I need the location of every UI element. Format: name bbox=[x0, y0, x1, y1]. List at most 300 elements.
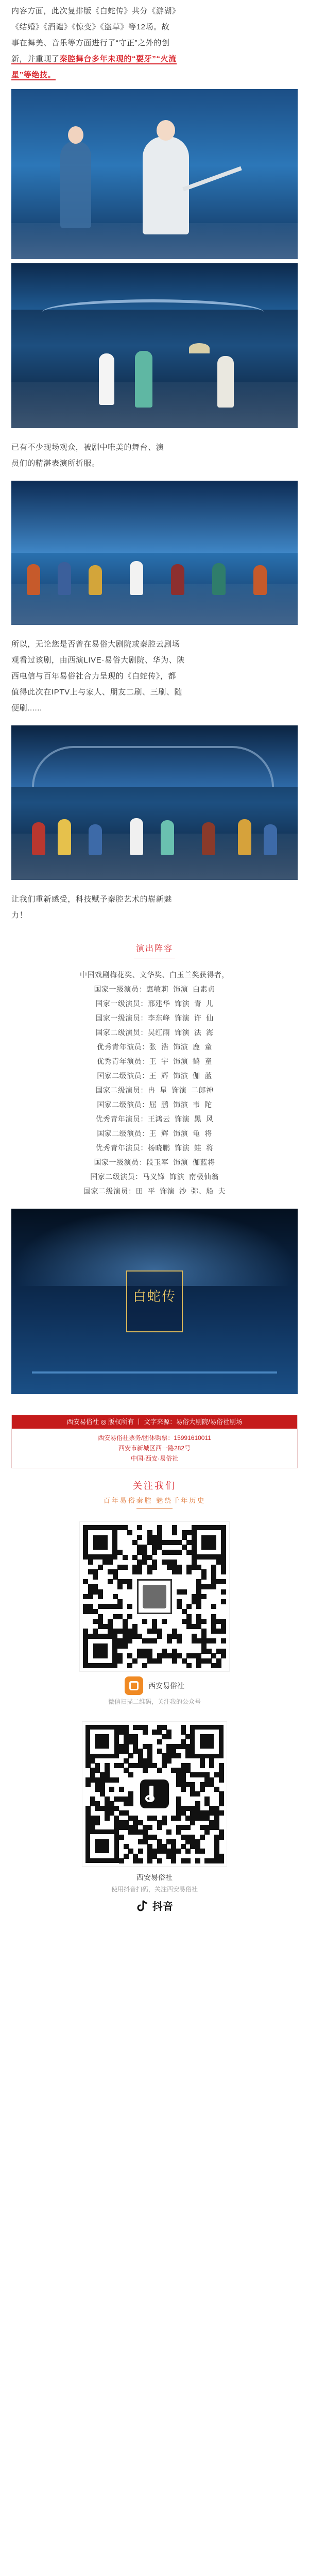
qr-module bbox=[147, 1653, 152, 1658]
qr-module bbox=[196, 1565, 201, 1570]
qr-module bbox=[127, 1653, 132, 1658]
qr-module bbox=[186, 1569, 192, 1574]
qr-module bbox=[181, 1825, 186, 1830]
qr-module bbox=[123, 1629, 128, 1634]
logo-image bbox=[143, 1585, 166, 1608]
qr-module bbox=[114, 1763, 119, 1768]
qr-module bbox=[181, 1772, 186, 1777]
douyin-brand-row bbox=[0, 1898, 309, 1913]
qr-module bbox=[181, 1835, 186, 1840]
qr-module bbox=[211, 1569, 216, 1574]
qr-module bbox=[85, 1825, 91, 1830]
qr-module bbox=[172, 1565, 177, 1570]
qr-module bbox=[127, 1663, 132, 1668]
qr-module bbox=[132, 1565, 138, 1570]
qr-module bbox=[209, 1777, 214, 1783]
qr-module bbox=[171, 1749, 176, 1754]
para-line: 西电信与百年易俗社合力呈现的《白蛇传》，都 bbox=[11, 672, 177, 681]
performer-figure bbox=[99, 353, 114, 405]
qr-module bbox=[142, 1638, 147, 1643]
qr-module bbox=[147, 1535, 152, 1540]
intro-highlight: 秦腔舞台多年未现的“耍牙”“火流 bbox=[59, 55, 177, 63]
qr-module bbox=[105, 1763, 110, 1768]
qr-module bbox=[117, 1614, 123, 1619]
qr-module bbox=[108, 1624, 113, 1629]
qr-module bbox=[186, 1624, 192, 1629]
qr-module bbox=[123, 1525, 128, 1530]
qr-finder bbox=[190, 1725, 224, 1758]
qr-module bbox=[105, 1797, 110, 1802]
qr-module bbox=[114, 1825, 119, 1830]
qr-finder bbox=[85, 1725, 119, 1758]
qr-module bbox=[211, 1653, 216, 1658]
qr-module bbox=[177, 1589, 182, 1595]
bottom-spacer bbox=[0, 1913, 309, 1923]
qr-module bbox=[133, 1749, 138, 1754]
qr-module bbox=[127, 1584, 132, 1589]
qr-logo bbox=[137, 1579, 172, 1614]
qr-module bbox=[88, 1589, 93, 1595]
qr-module bbox=[196, 1589, 201, 1595]
qr-module bbox=[128, 1816, 133, 1821]
para-line: 让我们重新感受，科技赋予秦腔艺术的崭新魅 bbox=[11, 895, 173, 904]
qr-module bbox=[127, 1638, 132, 1643]
qr-module bbox=[166, 1753, 171, 1758]
qr-module bbox=[119, 1787, 124, 1792]
qr-module bbox=[100, 1777, 105, 1783]
douyin-icon bbox=[136, 1899, 149, 1912]
qr-module bbox=[105, 1768, 110, 1773]
qr-module bbox=[98, 1614, 103, 1619]
qr-module bbox=[137, 1634, 142, 1639]
intro-text: 新，并重现了 bbox=[11, 55, 60, 63]
qr-module bbox=[157, 1839, 162, 1844]
qr-module bbox=[88, 1609, 93, 1614]
qr-module bbox=[102, 1560, 108, 1565]
qr-module bbox=[95, 1806, 100, 1811]
qr-module bbox=[152, 1658, 157, 1664]
qr-module bbox=[157, 1540, 162, 1545]
qr-module bbox=[93, 1619, 98, 1624]
qr-module bbox=[143, 1725, 148, 1730]
qr-module bbox=[93, 1569, 98, 1574]
qr-module bbox=[204, 1858, 210, 1863]
qr-module bbox=[105, 1777, 110, 1783]
qr-module bbox=[181, 1730, 186, 1735]
qr-module bbox=[181, 1763, 186, 1768]
wechat-qr-block bbox=[0, 1522, 309, 1706]
qr-finder bbox=[192, 1525, 226, 1560]
qr-module bbox=[209, 1810, 214, 1816]
qr-module bbox=[195, 1816, 200, 1821]
stage-floor bbox=[11, 382, 298, 428]
qr-module bbox=[152, 1565, 157, 1570]
qr-module bbox=[186, 1530, 192, 1535]
qr-module bbox=[105, 1806, 110, 1811]
qr-module bbox=[221, 1579, 226, 1584]
qr-module bbox=[195, 1806, 200, 1811]
qr-module bbox=[190, 1844, 195, 1849]
douyin-qr-code[interactable] bbox=[82, 1722, 227, 1866]
douyin-label: 抖音 bbox=[152, 1901, 173, 1912]
qr-module bbox=[214, 1787, 219, 1792]
qr-module bbox=[204, 1772, 210, 1777]
qr-module bbox=[162, 1649, 167, 1654]
qr-module bbox=[137, 1649, 142, 1654]
qr-module bbox=[204, 1829, 210, 1835]
qr-module bbox=[171, 1744, 176, 1749]
qr-module bbox=[124, 1730, 129, 1735]
qr-module bbox=[123, 1643, 128, 1649]
qr-caption-row bbox=[0, 1676, 309, 1695]
qr-module bbox=[192, 1638, 197, 1643]
qr-module bbox=[138, 1839, 143, 1844]
qr-module bbox=[142, 1545, 147, 1550]
qr-module bbox=[190, 1810, 195, 1816]
qr-module bbox=[152, 1560, 157, 1565]
qr-module bbox=[124, 1768, 129, 1773]
qr-module bbox=[132, 1624, 138, 1629]
qr-module bbox=[133, 1825, 138, 1830]
qr-module bbox=[177, 1550, 182, 1555]
qr-module bbox=[195, 1801, 200, 1806]
qr-module bbox=[209, 1763, 214, 1768]
poster-title: 白蛇传 bbox=[132, 1289, 176, 1304]
qr-module bbox=[200, 1825, 205, 1830]
performer-figure bbox=[202, 822, 215, 855]
qr-module bbox=[216, 1663, 221, 1668]
follow-section bbox=[0, 1479, 309, 1509]
qr-module bbox=[216, 1579, 221, 1584]
qr-module bbox=[142, 1653, 147, 1658]
qr-module bbox=[166, 1744, 171, 1749]
qr-module bbox=[147, 1749, 152, 1754]
qr-module bbox=[142, 1555, 147, 1560]
qr-module bbox=[209, 1858, 214, 1863]
qr-module bbox=[190, 1787, 195, 1792]
qr-finder-core bbox=[93, 1535, 108, 1550]
qr-module bbox=[83, 1594, 88, 1599]
qr-module bbox=[124, 1725, 129, 1730]
qr-module bbox=[186, 1540, 192, 1545]
qr-module bbox=[176, 1816, 181, 1821]
footer-body bbox=[12, 1429, 297, 1468]
qr-module bbox=[185, 1839, 191, 1844]
qr-module bbox=[176, 1825, 181, 1830]
qr-module bbox=[127, 1604, 132, 1609]
qr-module bbox=[185, 1825, 191, 1830]
qr-module bbox=[211, 1629, 216, 1634]
qr-module bbox=[98, 1589, 103, 1595]
cast-line: 国家二级演员：王 辉 饰演 伽 蓝 bbox=[97, 1072, 212, 1080]
qr-module bbox=[147, 1849, 152, 1854]
qr-module bbox=[100, 1772, 105, 1777]
qr-module bbox=[177, 1634, 182, 1639]
qr-module bbox=[114, 1820, 119, 1825]
qr-module bbox=[119, 1797, 124, 1802]
qr-module bbox=[190, 1782, 195, 1787]
qr-module bbox=[124, 1744, 129, 1749]
qr-module bbox=[133, 1725, 138, 1730]
qr-module bbox=[157, 1629, 162, 1634]
qr-module bbox=[138, 1829, 143, 1835]
qr-module bbox=[127, 1614, 132, 1619]
qr-module bbox=[142, 1619, 147, 1624]
qr-module bbox=[221, 1624, 226, 1629]
cast-line: 国家一级演员：惠敏莉 饰演 白素贞 bbox=[94, 985, 215, 993]
intro-line bbox=[11, 51, 298, 67]
qr-module bbox=[93, 1609, 98, 1614]
qr-module bbox=[108, 1619, 113, 1624]
qr-module bbox=[192, 1594, 197, 1599]
qr-module bbox=[162, 1540, 167, 1545]
qr-finder-core bbox=[200, 1734, 214, 1749]
qr-module bbox=[109, 1787, 114, 1792]
qr-module bbox=[195, 1791, 200, 1797]
qr-module bbox=[219, 1768, 224, 1773]
performer-figure bbox=[130, 818, 143, 855]
qr-finder-core bbox=[93, 1643, 108, 1658]
qr-module bbox=[108, 1560, 113, 1565]
qr-module bbox=[200, 1772, 205, 1777]
qr-module bbox=[85, 1777, 91, 1783]
para-line: 力！ bbox=[11, 911, 28, 920]
qr-module bbox=[98, 1594, 103, 1599]
qr-module bbox=[114, 1816, 119, 1821]
qr-module bbox=[171, 1849, 176, 1854]
qr-module bbox=[172, 1653, 177, 1658]
qr-module bbox=[200, 1782, 205, 1787]
qr-module bbox=[201, 1584, 207, 1589]
qr-module bbox=[186, 1550, 192, 1555]
stage-photo-2 bbox=[11, 263, 298, 428]
qr-module bbox=[192, 1560, 197, 1565]
qr-module bbox=[172, 1525, 177, 1530]
para-line: 值得此次在IPTV上与家人、朋友二刷、三刷、随 bbox=[11, 688, 183, 697]
qr-module bbox=[214, 1839, 219, 1844]
qr-module bbox=[211, 1624, 216, 1629]
qr-module bbox=[95, 1777, 100, 1783]
qr-module bbox=[98, 1604, 103, 1609]
qr-module bbox=[211, 1579, 216, 1584]
qr-module bbox=[185, 1835, 191, 1840]
qr-module bbox=[113, 1614, 118, 1619]
poster-stage-edge bbox=[32, 1371, 277, 1374]
qr-module bbox=[196, 1624, 201, 1629]
performer-figure bbox=[253, 565, 267, 595]
qr-module bbox=[124, 1825, 129, 1830]
qr-module bbox=[152, 1535, 157, 1540]
qr-module bbox=[123, 1579, 128, 1584]
qr-module bbox=[124, 1734, 129, 1739]
qr-module bbox=[181, 1777, 186, 1783]
qr-module bbox=[171, 1753, 176, 1758]
qr-module bbox=[117, 1525, 123, 1530]
cast-line: 国家二级演员：吴红雨 饰演 法 海 bbox=[95, 1028, 214, 1037]
qr-module bbox=[119, 1835, 124, 1840]
qr-module bbox=[133, 1744, 138, 1749]
intro-line: 内容方面，此次复排版《白蛇传》共分《游湖》 bbox=[11, 7, 180, 15]
qr-module bbox=[182, 1545, 187, 1550]
qr-module bbox=[124, 1749, 129, 1754]
qr-module bbox=[152, 1638, 157, 1643]
qr-module bbox=[200, 1787, 205, 1792]
qr-module bbox=[200, 1835, 205, 1840]
qr-module bbox=[185, 1749, 191, 1754]
qr-module bbox=[219, 1801, 224, 1806]
cast-line: 国家二级演员：屈 鹏 饰演 韦 陀 bbox=[97, 1100, 212, 1109]
qr-module bbox=[196, 1658, 201, 1664]
umbrella-prop bbox=[189, 343, 210, 353]
qr-module bbox=[152, 1849, 157, 1854]
qr-module bbox=[152, 1619, 157, 1624]
performer-figure bbox=[217, 356, 234, 408]
qr-module bbox=[133, 1829, 138, 1835]
qr-module bbox=[167, 1540, 172, 1545]
qr-module bbox=[95, 1768, 100, 1773]
qr-module bbox=[85, 1806, 91, 1811]
qr-module bbox=[196, 1619, 201, 1624]
qr-module bbox=[123, 1634, 128, 1639]
qr-module bbox=[147, 1565, 152, 1570]
qr-module bbox=[85, 1816, 91, 1821]
qr-module bbox=[127, 1530, 132, 1535]
qr-module bbox=[95, 1820, 100, 1825]
qr-module bbox=[201, 1649, 207, 1654]
qr-module bbox=[138, 1820, 143, 1825]
qr-module bbox=[201, 1574, 207, 1580]
qr-module bbox=[133, 1816, 138, 1821]
qr-finder-core bbox=[201, 1535, 216, 1550]
qr-module bbox=[181, 1787, 186, 1792]
qr-module bbox=[108, 1579, 113, 1584]
qr-module bbox=[162, 1816, 167, 1821]
qr-module bbox=[152, 1540, 157, 1545]
qr-module bbox=[196, 1614, 201, 1619]
cast-line: 国家二级演员：田 平 饰演 沙 弥、船 夫 bbox=[83, 1187, 226, 1195]
qr-module bbox=[211, 1604, 216, 1609]
qr-module bbox=[207, 1584, 212, 1589]
qr-module bbox=[138, 1758, 143, 1764]
qr-module bbox=[221, 1638, 226, 1643]
qr-module bbox=[221, 1653, 226, 1658]
qr-module bbox=[177, 1653, 182, 1658]
cast-line: 国家一级演员：李东峰 饰演 许 仙 bbox=[95, 1014, 214, 1022]
qr-module bbox=[109, 1806, 114, 1811]
qr-module bbox=[93, 1584, 98, 1589]
intro-line: 事在舞美、音乐等方面进行了“守正”之外的创 bbox=[11, 39, 170, 47]
qr-module bbox=[201, 1638, 207, 1643]
qr-module bbox=[123, 1624, 128, 1629]
paragraph-2 bbox=[0, 439, 309, 471]
qr-module bbox=[185, 1768, 191, 1773]
qr-finder bbox=[83, 1634, 117, 1668]
performer-figure bbox=[32, 822, 45, 855]
cast-list bbox=[0, 968, 309, 1198]
cast-title: 演出阵容 bbox=[135, 944, 173, 953]
qr-module bbox=[162, 1550, 167, 1555]
performer-figure bbox=[60, 141, 91, 228]
qr-module bbox=[172, 1634, 177, 1639]
qr-module bbox=[162, 1725, 167, 1730]
wechat-qr-code[interactable] bbox=[80, 1522, 229, 1671]
qr-module bbox=[147, 1854, 152, 1859]
qr-module bbox=[221, 1629, 226, 1634]
qr-module bbox=[181, 1806, 186, 1811]
qr-module bbox=[152, 1763, 157, 1768]
qr-module bbox=[157, 1525, 162, 1530]
qr-module bbox=[211, 1565, 216, 1570]
intro-line: 《结婚》《酒谴》《惊变》《盗草》等12场。故 bbox=[11, 23, 170, 31]
qr-module bbox=[137, 1565, 142, 1570]
qr-module bbox=[157, 1658, 162, 1664]
qr-module bbox=[100, 1791, 105, 1797]
qr-module bbox=[200, 1849, 205, 1854]
qr-module bbox=[124, 1797, 129, 1802]
cast-line: 优秀青年演员：杨晓鹏 饰演 蛙 将 bbox=[95, 1144, 214, 1152]
qr-module bbox=[176, 1782, 181, 1787]
qr-module bbox=[123, 1565, 128, 1570]
qr-module bbox=[88, 1604, 93, 1609]
qr-module bbox=[195, 1810, 200, 1816]
qr-module bbox=[214, 1854, 219, 1859]
qr-module bbox=[124, 1739, 129, 1744]
qr-module bbox=[143, 1768, 148, 1773]
qr-module bbox=[138, 1749, 143, 1754]
qr-module bbox=[166, 1730, 171, 1735]
qr-module bbox=[181, 1844, 186, 1849]
qr-module bbox=[204, 1777, 210, 1783]
qr-module bbox=[90, 1758, 95, 1764]
qr-module bbox=[172, 1560, 177, 1565]
qr-module bbox=[219, 1854, 224, 1859]
qr-module bbox=[186, 1565, 192, 1570]
qr-module bbox=[186, 1614, 192, 1619]
qr-module bbox=[133, 1854, 138, 1859]
qr-module bbox=[157, 1820, 162, 1825]
qr-module bbox=[195, 1849, 200, 1854]
qr-module bbox=[195, 1839, 200, 1844]
qr-module bbox=[162, 1758, 167, 1764]
qr-module bbox=[152, 1545, 157, 1550]
cast-line: 优秀青年演员：王 宇 饰演 鹤 童 bbox=[97, 1057, 212, 1065]
qr-module bbox=[181, 1768, 186, 1773]
qr-module bbox=[143, 1758, 148, 1764]
qr-module bbox=[171, 1844, 176, 1849]
para-line: 所以，无论您是否曾在易俗大剧院或秦腔云剧场 bbox=[11, 640, 180, 649]
qr-module bbox=[147, 1569, 152, 1574]
qr-module bbox=[200, 1758, 205, 1764]
qr-module bbox=[182, 1658, 187, 1664]
qr-module bbox=[219, 1797, 224, 1802]
qr-module bbox=[162, 1653, 167, 1658]
qr-module bbox=[128, 1825, 133, 1830]
qr-module bbox=[177, 1569, 182, 1574]
qr-module bbox=[117, 1599, 123, 1604]
qr-module bbox=[176, 1744, 181, 1749]
qr-module bbox=[190, 1806, 195, 1811]
footer-line: 西安易俗社票务/团体购票：15991610011 bbox=[98, 1434, 211, 1442]
qr-module bbox=[204, 1810, 210, 1816]
footer-header: 西安易俗社 ◎ 版权所有 丨 文字来源：易俗大剧院/易俗社剧场 bbox=[12, 1415, 297, 1429]
intro-highlight: 星”等绝技。 bbox=[11, 71, 56, 79]
qr-module bbox=[172, 1629, 177, 1634]
qr-module bbox=[214, 1772, 219, 1777]
qr-module bbox=[207, 1658, 212, 1664]
qr-module bbox=[117, 1550, 123, 1555]
qr-module bbox=[119, 1744, 124, 1749]
brand-logo-icon bbox=[125, 1676, 143, 1695]
